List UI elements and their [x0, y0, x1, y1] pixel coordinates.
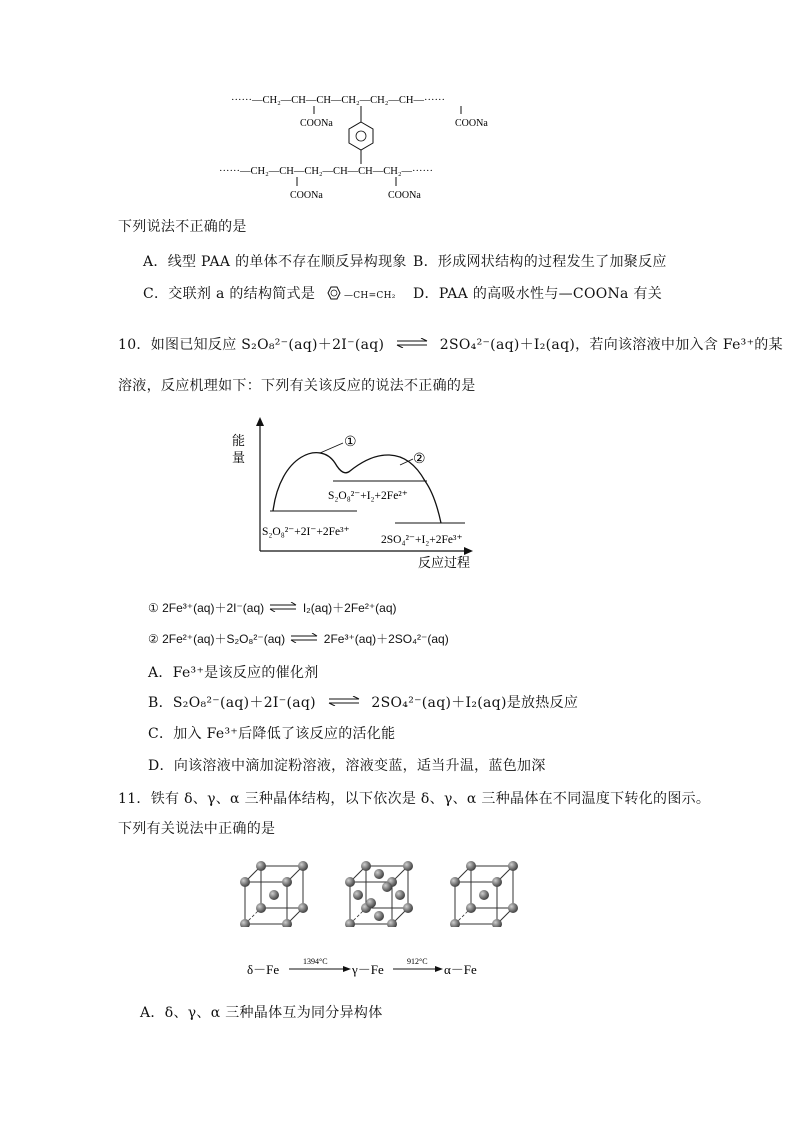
- energy-profile-diagram: [225, 415, 485, 575]
- y-axis-label-2: 量: [232, 450, 246, 465]
- coona-label-1: COONa: [300, 118, 333, 129]
- coona-label-4: COONa: [388, 190, 421, 201]
- q9-option-d: D．PAA 的高吸水性与—COONa 有关: [413, 286, 663, 302]
- gamma-fe-cell: [345, 861, 413, 927]
- q9-option-c: [143, 283, 396, 303]
- q10-stem-prefix: 10．如图已知反应 S₂O₈²⁻(aq)＋2I⁻(aq): [118, 337, 385, 353]
- q10-stem-line2: 溶液，反应机理如下：下列有关该反应的说法不正确的是: [118, 378, 476, 394]
- equilibrium-arrow-icon: [395, 338, 429, 348]
- polymer-structure-figure: [215, 88, 525, 208]
- q10-option-a: A．Fe³⁺是该反应的催化剂: [148, 665, 319, 681]
- intermediate-state-label: S₂O₈²⁻+I₂+2Fe²⁺: [328, 490, 408, 502]
- delta-fe-cell: [240, 861, 308, 927]
- q10-option-b: [148, 692, 578, 712]
- polymer-bottom-chain: ······—CH₂—CH—CH₂—CH—CH—CH₂—······: [219, 166, 433, 177]
- arrow-right-icon: [343, 966, 351, 972]
- y-axis-label-1: 能: [232, 433, 246, 448]
- x-axis-arrowhead: [464, 547, 473, 555]
- q11-stem-line1: 11．铁有 δ、γ、α 三种晶体结构，以下依次是 δ、γ、α 三种晶体在不同温度下转化的图示。: [118, 791, 711, 807]
- benzene-ring-icon: [324, 285, 344, 301]
- q10-step1-left: ① 2Fe³⁺(aq)＋2I⁻(aq): [148, 601, 265, 615]
- reactant-state-label: S₂O₈²⁻+2I⁻+2Fe³⁺: [262, 526, 350, 538]
- equilibrium-arrow-icon: [327, 696, 361, 706]
- coona-label-3: COONa: [290, 190, 323, 201]
- alpha-fe-label: α－Fe: [444, 962, 477, 977]
- coona-label-2: COONa: [455, 118, 488, 129]
- vinyl-group-formula: —CH=CH₂: [343, 291, 396, 301]
- alpha-fe-cell: [450, 861, 518, 927]
- q9-stem: 下列说法不正确的是: [118, 219, 247, 235]
- q10-stem-line1: [118, 334, 783, 354]
- q10-option-d: D．向该溶液中滴加淀粉溶液，溶液变蓝，适当升温，蓝色加深: [148, 758, 546, 774]
- peak1-label: ①: [344, 435, 357, 450]
- q10-step1: [148, 599, 397, 616]
- arrow-right-icon: [435, 966, 443, 972]
- y-axis-arrowhead: [256, 417, 264, 426]
- equilibrium-arrow-icon: [290, 633, 318, 643]
- q10-option-b-left: B．S₂O₈²⁻(aq)＋2I⁻(aq): [148, 695, 316, 711]
- peak2-label: ②: [413, 452, 426, 467]
- gamma-fe-label: γ－Fe: [352, 962, 384, 977]
- q10-step2-right: 2Fe³⁺(aq)＋2SO₄²⁻(aq): [323, 632, 449, 646]
- q10-step2-left: ② 2Fe²⁺(aq)＋S₂O₈²⁻(aq): [148, 632, 286, 646]
- q10-step1-right: I₂(aq)＋2Fe²⁺(aq): [302, 601, 397, 615]
- crystal-structures-figure: [235, 852, 535, 927]
- q10-stem-mid: 2SO₄²⁻(aq)＋I₂(aq)，若向该溶液中加入含 Fe³⁺的某: [439, 337, 783, 353]
- polymer-top-chain: ······—CH₂—CH—CH—CH₂—CH₂—CH—······: [231, 95, 445, 106]
- temp1-label: 1394°C: [303, 957, 328, 966]
- q9-option-a: A．线型 PAA 的单体不存在顺反异构现象: [143, 254, 407, 270]
- q10-option-b-right: 2SO₄²⁻(aq)＋I₂(aq)是放热反应: [371, 695, 579, 711]
- equilibrium-arrow-icon: [269, 602, 297, 612]
- iron-phase-transformation: [245, 955, 505, 983]
- q9-option-b: B．形成网状结构的过程发生了加聚反应: [413, 254, 667, 270]
- peak1-pointer: [320, 443, 343, 453]
- temp2-label: 912°C: [407, 957, 428, 966]
- delta-fe-label: δ－Fe: [247, 962, 280, 977]
- x-axis-label: 反应过程: [418, 555, 471, 570]
- q11-option-a: A．δ、γ、α 三种晶体互为同分异构体: [140, 1005, 383, 1021]
- product-state-label: 2SO₄²⁻+I₂+2Fe³⁺: [381, 534, 463, 546]
- q9-option-c-text: C．交联剂 a 的结构简式是: [143, 286, 316, 302]
- q10-option-c: C．加入 Fe³⁺后降低了该反应的活化能: [148, 726, 396, 742]
- q11-stem-line2: 下列有关说法中正确的是: [118, 821, 276, 837]
- q10-step2: [148, 630, 449, 647]
